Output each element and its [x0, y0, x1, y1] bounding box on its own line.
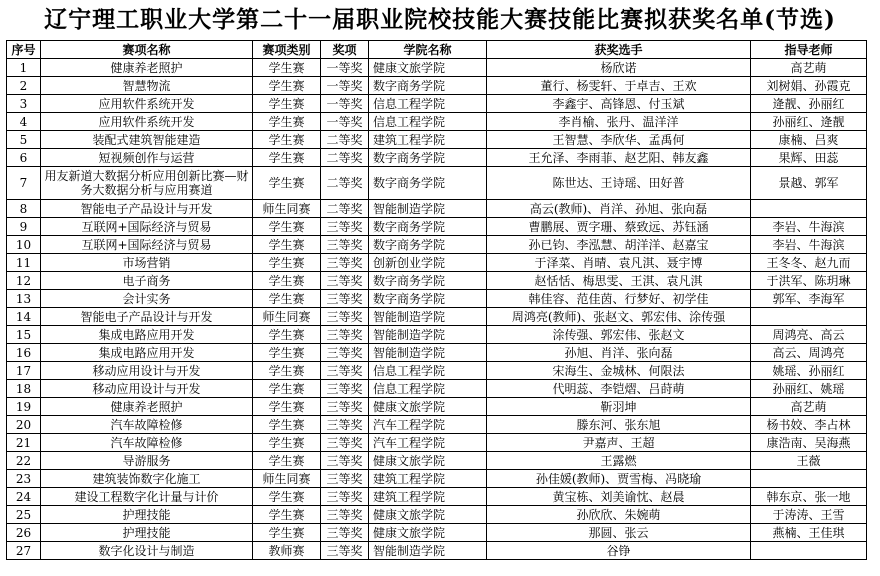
cell-award: 三等奖 [321, 308, 369, 326]
cell-event-name: 智慧物流 [41, 77, 253, 95]
cell-college: 信息工程学院 [369, 380, 487, 398]
header-index: 序号 [7, 41, 41, 59]
header-winners: 获奖选手 [487, 41, 751, 59]
cell-index: 7 [7, 167, 41, 200]
cell-advisors: 李岩、牛海滨 [751, 236, 867, 254]
cell-winners: 王允泽、李雨菲、赵艺阳、韩友鑫 [487, 149, 751, 167]
cell-winners: 滕东河、张东旭 [487, 416, 751, 434]
table-row [7, 362, 867, 380]
cell-event-category: 学生赛 [253, 113, 321, 131]
cell-advisors: 孙丽红、逄靓 [751, 113, 867, 131]
cell-index: 9 [7, 218, 41, 236]
cell-event-name: 智能电子产品设计与开发 [41, 200, 253, 218]
cell-event-category: 学生赛 [253, 131, 321, 149]
cell-winners: 曹鹏展、贾字珊、蔡致远、苏钰涵 [487, 218, 751, 236]
cell-award: 三等奖 [321, 416, 369, 434]
table-row [7, 290, 867, 308]
cell-college: 健康文旅学院 [369, 506, 487, 524]
cell-index: 20 [7, 416, 41, 434]
cell-award: 二等奖 [321, 167, 369, 200]
cell-award: 三等奖 [321, 362, 369, 380]
cell-advisors: 杨书姣、李占林 [751, 416, 867, 434]
cell-event-name: 护理技能 [41, 506, 253, 524]
cell-event-name: 会计实务 [41, 290, 253, 308]
cell-event-category: 学生赛 [253, 218, 321, 236]
cell-index: 17 [7, 362, 41, 380]
cell-award: 一等奖 [321, 113, 369, 131]
cell-event-category: 学生赛 [253, 77, 321, 95]
cell-winners: 王露燃 [487, 452, 751, 470]
cell-winners: 孙欣欣、朱婉萌 [487, 506, 751, 524]
table-row [7, 77, 867, 95]
cell-index: 24 [7, 488, 41, 506]
cell-event-category: 学生赛 [253, 167, 321, 200]
table-row [7, 254, 867, 272]
cell-event-name: 装配式建筑智能建造 [41, 131, 253, 149]
cell-college: 健康文旅学院 [369, 452, 487, 470]
table-row [7, 149, 867, 167]
cell-college: 数字商务学院 [369, 272, 487, 290]
cell-advisors: 高艺萌 [751, 59, 867, 77]
cell-college: 数字商务学院 [369, 167, 487, 200]
cell-winners: 赵恬恬、梅思雯、王淇、袁凡淇 [487, 272, 751, 290]
cell-award: 三等奖 [321, 488, 369, 506]
table-row [7, 488, 867, 506]
cell-event-name: 导游服务 [41, 452, 253, 470]
cell-event-name: 短视频创作与运营 [41, 149, 253, 167]
cell-advisors: 果辉、田蕊 [751, 149, 867, 167]
cell-advisors: 景越、郭军 [751, 167, 867, 200]
cell-award: 三等奖 [321, 344, 369, 362]
cell-index: 21 [7, 434, 41, 452]
cell-winners: 王智慧、李欣华、孟禹何 [487, 131, 751, 149]
cell-advisors: 于洪军、陈玥琳 [751, 272, 867, 290]
cell-college: 数字商务学院 [369, 77, 487, 95]
cell-event-name: 用友新道大数据分析应用创新比赛—财务大数据分析与应用赛道 [41, 167, 253, 200]
cell-advisors: 李岩、牛海滨 [751, 218, 867, 236]
cell-award: 三等奖 [321, 452, 369, 470]
cell-college: 建筑工程学院 [369, 131, 487, 149]
cell-event-name: 集成电路应用开发 [41, 326, 253, 344]
cell-advisors: 康浩南、吴海燕 [751, 434, 867, 452]
cell-college: 智能制造学院 [369, 308, 487, 326]
cell-winners: 高云(教师)、肖洋、孙旭、张向磊 [487, 200, 751, 218]
cell-event-name: 互联网+国际经济与贸易 [41, 218, 253, 236]
cell-event-category: 学生赛 [253, 272, 321, 290]
cell-winners: 那圆、张云 [487, 524, 751, 542]
cell-advisors: 姚瑶、孙丽红 [751, 362, 867, 380]
table-row [7, 470, 867, 488]
table-row [7, 308, 867, 326]
cell-advisors: 康楠、吕爽 [751, 131, 867, 149]
cell-winners: 李肖榆、张丹、温洋洋 [487, 113, 751, 131]
cell-index: 16 [7, 344, 41, 362]
cell-award: 三等奖 [321, 542, 369, 560]
cell-advisors: 高云、周鸿亮 [751, 344, 867, 362]
cell-index: 12 [7, 272, 41, 290]
cell-index: 27 [7, 542, 41, 560]
cell-event-name: 应用软件系统开发 [41, 113, 253, 131]
cell-event-category: 师生同赛 [253, 308, 321, 326]
cell-index: 10 [7, 236, 41, 254]
cell-index: 5 [7, 131, 41, 149]
cell-index: 2 [7, 77, 41, 95]
table-row [7, 344, 867, 362]
cell-college: 信息工程学院 [369, 113, 487, 131]
cell-award: 三等奖 [321, 434, 369, 452]
cell-advisors: 高艺萌 [751, 398, 867, 416]
cell-winners: 于泽菜、肖晴、袁凡淇、聂宇博 [487, 254, 751, 272]
cell-college: 建筑工程学院 [369, 488, 487, 506]
table-row [7, 95, 867, 113]
cell-index: 23 [7, 470, 41, 488]
cell-award: 三等奖 [321, 236, 369, 254]
cell-college: 健康文旅学院 [369, 59, 487, 77]
table-row [7, 542, 867, 560]
cell-index: 13 [7, 290, 41, 308]
cell-event-name: 建筑装饰数字化施工 [41, 470, 253, 488]
cell-advisors: 孙丽红、姚瑶 [751, 380, 867, 398]
cell-college: 健康文旅学院 [369, 398, 487, 416]
cell-college: 智能制造学院 [369, 542, 487, 560]
table-row [7, 200, 867, 218]
cell-event-name: 电子商务 [41, 272, 253, 290]
cell-event-category: 学生赛 [253, 434, 321, 452]
table-row [7, 131, 867, 149]
cell-award: 一等奖 [321, 77, 369, 95]
cell-advisors: 逄靓、孙丽红 [751, 95, 867, 113]
cell-winners: 韩佳容、范佳茵、行梦好、初学佳 [487, 290, 751, 308]
cell-advisors: 王薇 [751, 452, 867, 470]
cell-award: 三等奖 [321, 506, 369, 524]
cell-index: 1 [7, 59, 41, 77]
cell-index: 6 [7, 149, 41, 167]
cell-winners: 周鸿亮(教师)、张赵文、郭宏伟、涂传强 [487, 308, 751, 326]
cell-college: 创新创业学院 [369, 254, 487, 272]
cell-winners: 孙佳媛(教师)、贾雪梅、冯晓瑜 [487, 470, 751, 488]
cell-event-category: 学生赛 [253, 380, 321, 398]
cell-college: 健康文旅学院 [369, 524, 487, 542]
document-title: 辽宁理工职业大学第二十一届职业院校技能大赛技能比赛拟获奖名单(节选) [44, 6, 836, 33]
cell-event-category: 学生赛 [253, 362, 321, 380]
cell-award: 二等奖 [321, 149, 369, 167]
table-row [7, 434, 867, 452]
cell-event-name: 集成电路应用开发 [41, 344, 253, 362]
cell-award: 三等奖 [321, 218, 369, 236]
header-college: 学院名称 [369, 41, 487, 59]
cell-event-category: 师生同赛 [253, 200, 321, 218]
cell-winners: 尹嘉声、王超 [487, 434, 751, 452]
cell-event-name: 建设工程数字化计量与计价 [41, 488, 253, 506]
cell-winners: 宋海生、金城林、何限法 [487, 362, 751, 380]
cell-event-name: 健康养老照护 [41, 59, 253, 77]
table-row [7, 113, 867, 131]
cell-event-category: 教师赛 [253, 542, 321, 560]
cell-advisors [751, 542, 867, 560]
table-row [7, 416, 867, 434]
cell-index: 25 [7, 506, 41, 524]
cell-award: 二等奖 [321, 200, 369, 218]
cell-award: 二等奖 [321, 131, 369, 149]
cell-advisors: 刘树娟、孙霞克 [751, 77, 867, 95]
cell-award: 三等奖 [321, 326, 369, 344]
cell-college: 数字商务学院 [369, 218, 487, 236]
cell-college: 建筑工程学院 [369, 470, 487, 488]
cell-winners: 孙旭、肖洋、张向磊 [487, 344, 751, 362]
cell-winners: 靳羽坤 [487, 398, 751, 416]
cell-award: 三等奖 [321, 470, 369, 488]
cell-index: 19 [7, 398, 41, 416]
cell-event-category: 学生赛 [253, 398, 321, 416]
cell-event-category: 学生赛 [253, 488, 321, 506]
header-event-category: 赛项类别 [253, 41, 321, 59]
cell-event-name: 数字化设计与制造 [41, 542, 253, 560]
cell-event-category: 学生赛 [253, 95, 321, 113]
cell-advisors: 燕楠、王佳琪 [751, 524, 867, 542]
table-row [7, 326, 867, 344]
cell-index: 4 [7, 113, 41, 131]
cell-advisors [751, 470, 867, 488]
cell-event-category: 学生赛 [253, 149, 321, 167]
table-row [7, 272, 867, 290]
cell-winners: 杨欣诺 [487, 59, 751, 77]
cell-event-name: 护理技能 [41, 524, 253, 542]
cell-event-category: 学生赛 [253, 326, 321, 344]
cell-index: 3 [7, 95, 41, 113]
table-row [7, 167, 867, 200]
cell-college: 信息工程学院 [369, 362, 487, 380]
header-award: 奖项 [321, 41, 369, 59]
header-advisors: 指导老师 [751, 41, 867, 59]
table-row [7, 524, 867, 542]
cell-award: 三等奖 [321, 290, 369, 308]
cell-award: 三等奖 [321, 380, 369, 398]
cell-award: 三等奖 [321, 398, 369, 416]
cell-winners: 黄宝栋、刘美谕忱、赵晨 [487, 488, 751, 506]
cell-college: 数字商务学院 [369, 149, 487, 167]
cell-event-category: 学生赛 [253, 506, 321, 524]
cell-award: 三等奖 [321, 272, 369, 290]
cell-event-category: 学生赛 [253, 524, 321, 542]
cell-event-category: 学生赛 [253, 236, 321, 254]
cell-college: 信息工程学院 [369, 95, 487, 113]
cell-advisors: 郭军、李海军 [751, 290, 867, 308]
cell-college: 数字商务学院 [369, 290, 487, 308]
table-row [7, 236, 867, 254]
cell-winners: 涂传强、郭宏伟、张赵文 [487, 326, 751, 344]
table-row [7, 452, 867, 470]
cell-index: 14 [7, 308, 41, 326]
cell-event-category: 学生赛 [253, 344, 321, 362]
cell-index: 11 [7, 254, 41, 272]
cell-advisors: 韩东京、张一地 [751, 488, 867, 506]
header-event-name: 赛项名称 [41, 41, 253, 59]
table-row [7, 506, 867, 524]
cell-index: 8 [7, 200, 41, 218]
cell-event-name: 智能电子产品设计与开发 [41, 308, 253, 326]
cell-college: 智能制造学院 [369, 200, 487, 218]
cell-college: 汽车工程学院 [369, 416, 487, 434]
cell-event-name: 互联网+国际经济与贸易 [41, 236, 253, 254]
cell-event-name: 健康养老照护 [41, 398, 253, 416]
cell-index: 15 [7, 326, 41, 344]
cell-winners: 代明蕊、李铠熠、吕莳萌 [487, 380, 751, 398]
cell-advisors: 于涛涛、王雪 [751, 506, 867, 524]
cell-advisors: 王冬冬、赵九而 [751, 254, 867, 272]
table-row [7, 218, 867, 236]
cell-college: 数字商务学院 [369, 236, 487, 254]
cell-college: 汽车工程学院 [369, 434, 487, 452]
cell-college: 智能制造学院 [369, 326, 487, 344]
cell-winners: 陈世达、王诗瑶、田好普 [487, 167, 751, 200]
cell-event-category: 学生赛 [253, 290, 321, 308]
cell-award: 一等奖 [321, 95, 369, 113]
cell-event-name: 汽车故障检修 [41, 434, 253, 452]
cell-event-category: 学生赛 [253, 254, 321, 272]
cell-event-name: 移动应用设计与开发 [41, 362, 253, 380]
cell-award: 三等奖 [321, 524, 369, 542]
cell-event-category: 学生赛 [253, 416, 321, 434]
cell-winners: 孙已钧、李泓慧、胡洋洋、赵嘉宝 [487, 236, 751, 254]
cell-event-name: 移动应用设计与开发 [41, 380, 253, 398]
cell-index: 18 [7, 380, 41, 398]
awards-table [6, 40, 867, 560]
table-row [7, 380, 867, 398]
cell-event-category: 学生赛 [253, 59, 321, 77]
table-header-row [7, 41, 867, 59]
cell-advisors: 周鸿亮、高云 [751, 326, 867, 344]
cell-winners: 董行、杨雯轩、于卓吉、王欢 [487, 77, 751, 95]
cell-event-category: 师生同赛 [253, 470, 321, 488]
cell-event-name: 市场营销 [41, 254, 253, 272]
table-row [7, 398, 867, 416]
table-row [7, 59, 867, 77]
cell-college: 智能制造学院 [369, 344, 487, 362]
cell-event-name: 汽车故障检修 [41, 416, 253, 434]
cell-event-name: 应用软件系统开发 [41, 95, 253, 113]
cell-event-category: 学生赛 [253, 452, 321, 470]
cell-index: 22 [7, 452, 41, 470]
cell-index: 26 [7, 524, 41, 542]
cell-award: 一等奖 [321, 59, 369, 77]
cell-winners: 谷铮 [487, 542, 751, 560]
cell-advisors [751, 200, 867, 218]
cell-winners: 李鑫宇、高锋恩、付玉斌 [487, 95, 751, 113]
cell-award: 三等奖 [321, 254, 369, 272]
cell-advisors [751, 308, 867, 326]
